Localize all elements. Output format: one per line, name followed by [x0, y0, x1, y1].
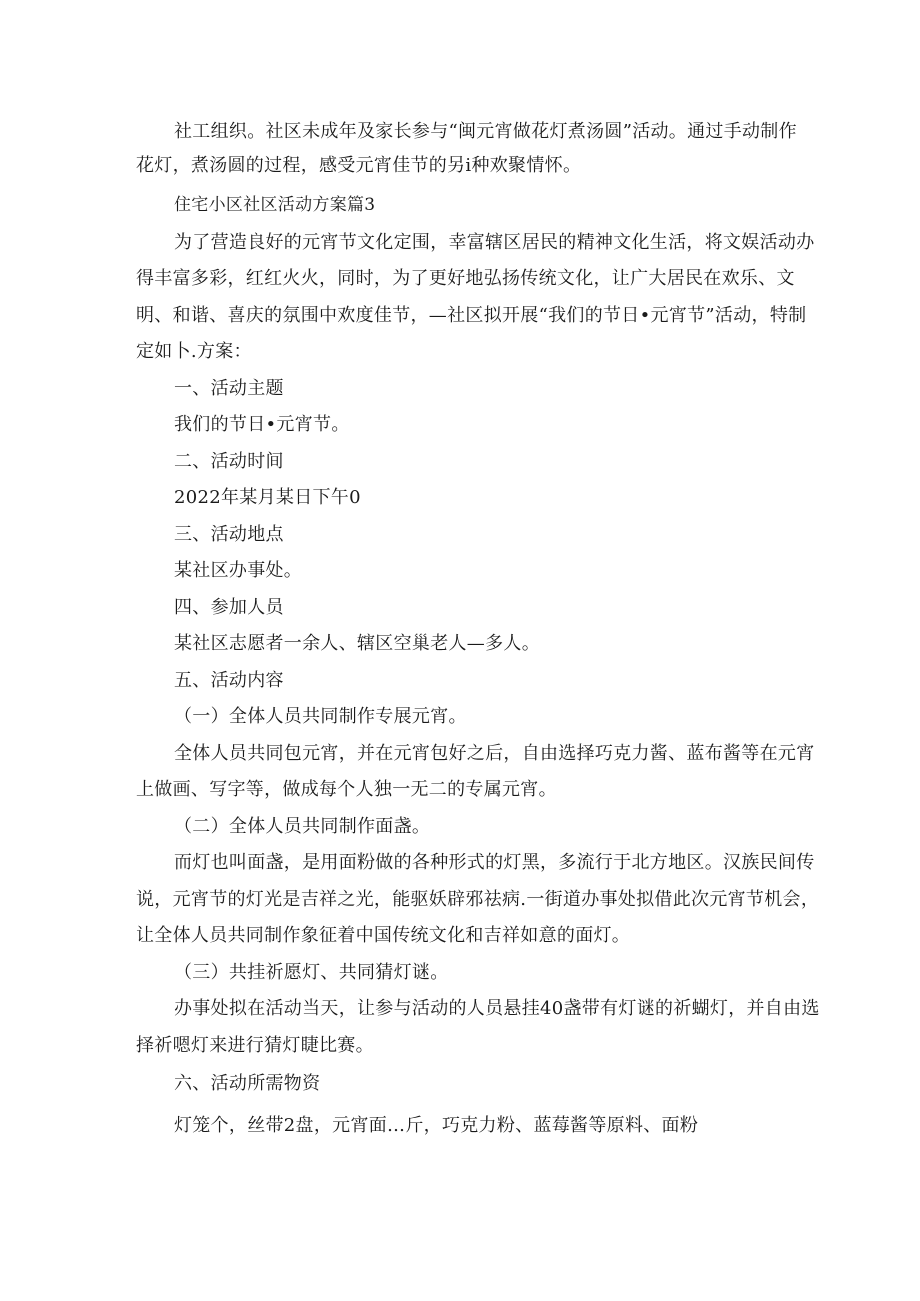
- paragraph-line: 社工组织。社区未成年及家长参与“闽元宵做花灯煮汤圆”活动。通过手动制作: [174, 121, 797, 142]
- paragraph-line: 某社区办事处。: [174, 560, 303, 581]
- subheading: （一）全体人员共同制作专展元宵。: [174, 706, 467, 727]
- heading: 五、活动内容: [174, 670, 284, 691]
- subheading: （二）全体人员共同制作面盏。: [174, 816, 431, 837]
- paragraph-line: 全体人员共同包元宵，并在元宵包好之后，自由选择巧克力酱、蓝布酱等在元宵: [174, 743, 815, 764]
- heading: 四、参加人员: [174, 597, 284, 618]
- paragraph-line: 办事处拟在活动当天，让参与活动的人员悬挂40盏带有灯谜的祈蝴灯，并自由选: [174, 998, 820, 1019]
- paragraph-line: 而灯也叫面盏，是用面粉做的各种形式的灯黑，多流行于北方地区。汉族民间传: [174, 852, 815, 873]
- paragraph-line: 说，元宵节的灯光是吉祥之光，能驱妖辟邪祛病.一街道办事处拟借此次元宵节机会，: [136, 889, 820, 910]
- paragraph-line: 得丰富多彩，红红火火，同时，为了更好地弘扬传统文化，让广大居民在欢乐、文: [136, 268, 795, 289]
- heading: 六、活动所需物资: [174, 1073, 321, 1094]
- paragraph-line: 我们的节日•元宵节。: [174, 414, 350, 435]
- paragraph-line: 明、和谐、喜庆的氛围中欢度佳节，—社区拟开展“我们的节日•元宵节”活动，特制: [136, 305, 807, 326]
- paragraph-line: 让全体人员共同制作象征着中国传统文化和吉祥如意的面灯。: [136, 925, 631, 946]
- paragraph-line: 花灯，煮汤圆的过程，感受元宵佳节的另i种欢聚情怀。: [136, 155, 582, 176]
- paragraph-line: 上做画、写字等，做成每个人独一无二的专属元宵。: [136, 779, 557, 800]
- paragraph-line: 为了营造良好的元宵节文化定围，幸富辖区居民的精神文化生活，将文娱活动办: [174, 232, 815, 253]
- paragraph-line: 某社区志愿者一余人、辖区空巢老人—多人。: [174, 633, 540, 654]
- paragraph-line: 灯笼个，丝带2盘，元宵面…斤，巧克力粉、蓝莓酱等原料、面粉: [174, 1115, 699, 1136]
- section-title: 住宅小区社区活动方案篇3: [174, 195, 376, 215]
- heading: 二、活动时间: [174, 451, 284, 472]
- subheading: （三）共挂祈愿灯、共同猜灯谜。: [174, 962, 449, 983]
- heading: 一、活动主题: [174, 378, 284, 399]
- paragraph-line: 2022年某月某日下午0: [174, 487, 361, 508]
- heading: 三、活动地点: [174, 524, 284, 545]
- paragraph-line: 定如卜.方案：: [136, 341, 252, 362]
- paragraph-line: 择祈嗯灯来进行猜灯睫比赛。: [136, 1035, 374, 1056]
